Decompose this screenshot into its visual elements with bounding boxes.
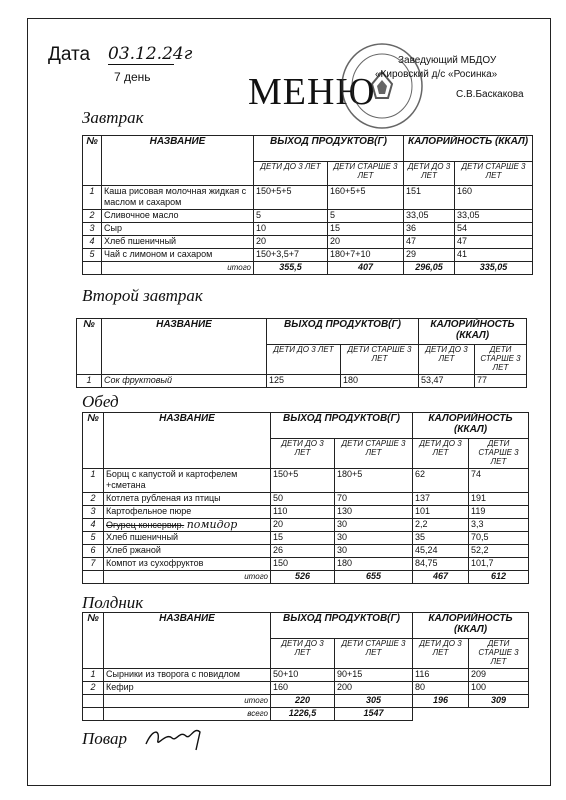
col-under3: ДЕТИ ДО 3 ЛЕТ xyxy=(413,639,469,669)
output-under3: 110 xyxy=(271,506,335,519)
approve-line-1: Заведующий МБДОУ xyxy=(398,55,497,66)
row-no: 7 xyxy=(83,558,104,571)
output-over3: 70 xyxy=(335,493,413,506)
row-no: 1 xyxy=(83,186,102,210)
calories-over3: 119 xyxy=(469,506,529,519)
table-row xyxy=(83,249,533,262)
output-under3: 50 xyxy=(271,493,335,506)
round-stamp-icon xyxy=(336,40,466,132)
grand-total-output-over3: 1547 xyxy=(335,708,413,721)
output-under3: 15 xyxy=(271,532,335,545)
calories-over3: 100 xyxy=(469,682,529,695)
calories-under3: 45,24 xyxy=(413,545,469,558)
row-no: 1 xyxy=(83,469,104,493)
total-calories-under3: 467 xyxy=(413,571,469,584)
col-calories: КАЛОРИЙНОСТЬ (ККАЛ) xyxy=(413,413,529,439)
row-no: 6 xyxy=(83,545,104,558)
col-name: НАЗВАНИЕ xyxy=(104,613,271,669)
output-under3: 160 xyxy=(271,682,335,695)
calories-over3: 101,7 xyxy=(469,558,529,571)
calories-over3: 41 xyxy=(455,249,533,262)
col-under3: ДЕТИ ДО 3 ЛЕТ xyxy=(271,639,335,669)
calories-over3: 70,5 xyxy=(469,532,529,545)
dish-name: Хлеб пшеничный xyxy=(104,532,271,545)
section-title-lunch: Обед xyxy=(82,392,119,411)
output-under3: 10 xyxy=(254,223,328,236)
dish-name-cell xyxy=(104,519,271,532)
dish-name: Сливочное масло xyxy=(102,210,254,223)
dish-name: Каша рисовая молочная жидкая с маслом и сахаром xyxy=(102,186,254,210)
output-over3: 90+15 xyxy=(335,669,413,682)
row-no: 5 xyxy=(83,532,104,545)
breakfast-table xyxy=(82,135,533,275)
col-no: № xyxy=(83,413,104,469)
output-over3: 180+7+10 xyxy=(328,249,404,262)
signature-icon xyxy=(142,722,212,752)
dish-name: Чай с лимоном и сахаром xyxy=(102,249,254,262)
calories-under3: 35 xyxy=(413,532,469,545)
calories-under3: 84,75 xyxy=(413,558,469,571)
col-calories: КАЛОРИЙНОСТЬ (ККАЛ) xyxy=(413,613,529,639)
col-under3: ДЕТИ ДО 3 ЛЕТ xyxy=(413,439,469,469)
total-calories-under3: 296,05 xyxy=(404,262,455,275)
calories-under3: 101 xyxy=(413,506,469,519)
dish-name: Огурец консервир. xyxy=(106,520,185,530)
row-no: 5 xyxy=(83,249,102,262)
table-row xyxy=(83,532,529,545)
calories-under3: 53,47 xyxy=(419,375,475,388)
dish-name: Сырники из творога с повидлом xyxy=(104,669,271,682)
calories-under3: 151 xyxy=(404,186,455,210)
output-over3: 200 xyxy=(335,682,413,695)
day-label: 7 день xyxy=(114,70,151,84)
col-output: ВЫХОД ПРОДУКТОВ(Г) xyxy=(267,319,419,345)
date-label: Дата xyxy=(48,44,91,65)
row-no: 3 xyxy=(83,223,102,236)
col-over3: ДЕТИ СТАРШЕ 3 ЛЕТ xyxy=(475,345,527,375)
table-row xyxy=(77,375,527,388)
total-label: итого xyxy=(102,262,254,275)
total-calories-under3: 196 xyxy=(413,695,469,708)
table-row xyxy=(83,682,529,695)
output-under3: 20 xyxy=(254,236,328,249)
output-under3: 150+3,5+7 xyxy=(254,249,328,262)
dish-name: Сыр xyxy=(102,223,254,236)
col-calories: КАЛОРИЙНОСТЬ (ККАЛ) xyxy=(404,136,533,162)
col-over3: ДЕТИ СТАРШЕ 3 ЛЕТ xyxy=(335,639,413,669)
col-name: НАЗВАНИЕ xyxy=(104,413,271,469)
col-output: ВЫХОД ПРОДУКТОВ(Г) xyxy=(271,613,413,639)
calories-over3: 74 xyxy=(469,469,529,493)
col-over3: ДЕТИ СТАРШЕ 3 ЛЕТ xyxy=(341,345,419,375)
dish-name: Сок фруктовый xyxy=(102,375,267,388)
calories-over3: 52,2 xyxy=(469,545,529,558)
calories-under3: 33,05 xyxy=(404,210,455,223)
output-under3: 20 xyxy=(271,519,335,532)
dish-name: Борщ с капустой и картофелем +сметана xyxy=(104,469,271,493)
col-output: ВЫХОД ПРОДУКТОВ(Г) xyxy=(254,136,404,162)
col-calories: КАЛОРИЙНОСТЬ (ККАЛ) xyxy=(419,319,527,345)
table-row xyxy=(83,469,529,493)
table-row xyxy=(83,186,533,210)
calories-over3: 47 xyxy=(455,236,533,249)
row-no: 1 xyxy=(83,669,104,682)
col-over3: ДЕТИ СТАРШЕ 3 ЛЕТ xyxy=(455,162,533,186)
total-output-under3: 355,5 xyxy=(254,262,328,275)
total-calories-over3: 309 xyxy=(469,695,529,708)
calories-over3: 191 xyxy=(469,493,529,506)
calories-over3: 209 xyxy=(469,669,529,682)
total-output-over3: 407 xyxy=(328,262,404,275)
grand-total-label: всего xyxy=(104,708,271,721)
row-no: 3 xyxy=(83,506,104,519)
col-name: НАЗВАНИЕ xyxy=(102,319,267,375)
calories-under3: 36 xyxy=(404,223,455,236)
table-row xyxy=(83,519,529,532)
output-over3: 20 xyxy=(328,236,404,249)
section-title-breakfast: Завтрак xyxy=(82,108,144,127)
second-breakfast-table xyxy=(76,318,527,388)
row-no: 2 xyxy=(83,210,102,223)
cook-label: Повар xyxy=(82,729,128,748)
total-row xyxy=(83,571,529,584)
col-over3: ДЕТИ СТАРШЕ 3 ЛЕТ xyxy=(328,162,404,186)
col-under3: ДЕТИ ДО 3 ЛЕТ xyxy=(267,345,341,375)
calories-over3: 160 xyxy=(455,186,533,210)
dish-name: Хлеб пшеничный xyxy=(102,236,254,249)
output-over3: 180 xyxy=(341,375,419,388)
output-over3: 160+5+5 xyxy=(328,186,404,210)
col-under3: ДЕТИ ДО 3 ЛЕТ xyxy=(271,439,335,469)
output-over3: 5 xyxy=(328,210,404,223)
col-over3: ДЕТИ СТАРШЕ 3 ЛЕТ xyxy=(469,639,529,669)
col-output: ВЫХОД ПРОДУКТОВ(Г) xyxy=(271,413,413,439)
handwritten-note: помидор xyxy=(186,518,238,531)
table-row xyxy=(83,493,529,506)
output-over3: 180 xyxy=(335,558,413,571)
dish-name: Котлета рубленая из птицы xyxy=(104,493,271,506)
dish-name: Компот из сухофруктов xyxy=(104,558,271,571)
output-over3: 30 xyxy=(335,519,413,532)
table-row xyxy=(83,223,533,236)
row-no: 4 xyxy=(83,519,104,532)
row-no: 1 xyxy=(77,375,102,388)
output-over3: 180+5 xyxy=(335,469,413,493)
table-row xyxy=(83,669,529,682)
total-calories-over3: 612 xyxy=(469,571,529,584)
date-value: 03.12.24г xyxy=(108,44,193,64)
table-row xyxy=(83,506,529,519)
calories-over3: 77 xyxy=(475,375,527,388)
row-no: 2 xyxy=(83,493,104,506)
calories-under3: 116 xyxy=(413,669,469,682)
row-no: 4 xyxy=(83,236,102,249)
total-row xyxy=(83,695,529,708)
col-over3: ДЕТИ СТАРШЕ 3 ЛЕТ xyxy=(335,439,413,469)
total-row xyxy=(83,262,533,275)
dish-name: Картофельное пюре xyxy=(104,506,271,519)
total-calories-over3: 335,05 xyxy=(455,262,533,275)
output-over3: 15 xyxy=(328,223,404,236)
col-no: № xyxy=(77,319,102,375)
grand-total-output-under3: 1226,5 xyxy=(271,708,335,721)
output-under3: 26 xyxy=(271,545,335,558)
output-over3: 130 xyxy=(335,506,413,519)
approve-line-3: С.В.Баскакова xyxy=(456,89,524,100)
dish-name: Кефир xyxy=(104,682,271,695)
col-no: № xyxy=(83,613,104,669)
table-row xyxy=(83,545,529,558)
col-no: № xyxy=(83,136,102,186)
dish-name: Хлеб ржаной xyxy=(104,545,271,558)
col-under3: ДЕТИ ДО 3 ЛЕТ xyxy=(419,345,475,375)
output-under3: 150 xyxy=(271,558,335,571)
output-under3: 150+5+5 xyxy=(254,186,328,210)
total-output-under3: 526 xyxy=(271,571,335,584)
total-output-over3: 305 xyxy=(335,695,413,708)
output-under3: 150+5 xyxy=(271,469,335,493)
calories-over3: 3,3 xyxy=(469,519,529,532)
grand-total-row xyxy=(83,708,529,721)
row-no: 2 xyxy=(83,682,104,695)
calories-under3: 47 xyxy=(404,236,455,249)
section-title-snack: Полдник xyxy=(82,593,144,612)
col-name: НАЗВАНИЕ xyxy=(102,136,254,186)
table-row xyxy=(83,236,533,249)
calories-under3: 80 xyxy=(413,682,469,695)
calories-under3: 62 xyxy=(413,469,469,493)
col-under3: ДЕТИ ДО 3 ЛЕТ xyxy=(404,162,455,186)
total-output-under3: 220 xyxy=(271,695,335,708)
col-under3: ДЕТИ ДО 3 ЛЕТ xyxy=(254,162,328,186)
calories-over3: 33,05 xyxy=(455,210,533,223)
approve-line-2: «Кировский д/с «Росинка» xyxy=(375,69,498,80)
table-row xyxy=(83,210,533,223)
output-over3: 30 xyxy=(335,532,413,545)
output-under3: 125 xyxy=(267,375,341,388)
total-label: итого xyxy=(104,571,271,584)
table-row xyxy=(83,558,529,571)
calories-under3: 137 xyxy=(413,493,469,506)
calories-over3: 54 xyxy=(455,223,533,236)
snack-table xyxy=(82,612,529,721)
calories-under3: 29 xyxy=(404,249,455,262)
lunch-table xyxy=(82,412,529,584)
col-over3: ДЕТИ СТАРШЕ 3 ЛЕТ xyxy=(469,439,529,469)
output-under3: 50+10 xyxy=(271,669,335,682)
section-title-second-breakfast: Второй завтрак xyxy=(82,286,203,305)
output-over3: 30 xyxy=(335,545,413,558)
calories-under3: 2,2 xyxy=(413,519,469,532)
output-under3: 5 xyxy=(254,210,328,223)
menu-title: МЕНЮ xyxy=(248,71,376,113)
total-label: итого xyxy=(104,695,271,708)
total-output-over3: 655 xyxy=(335,571,413,584)
